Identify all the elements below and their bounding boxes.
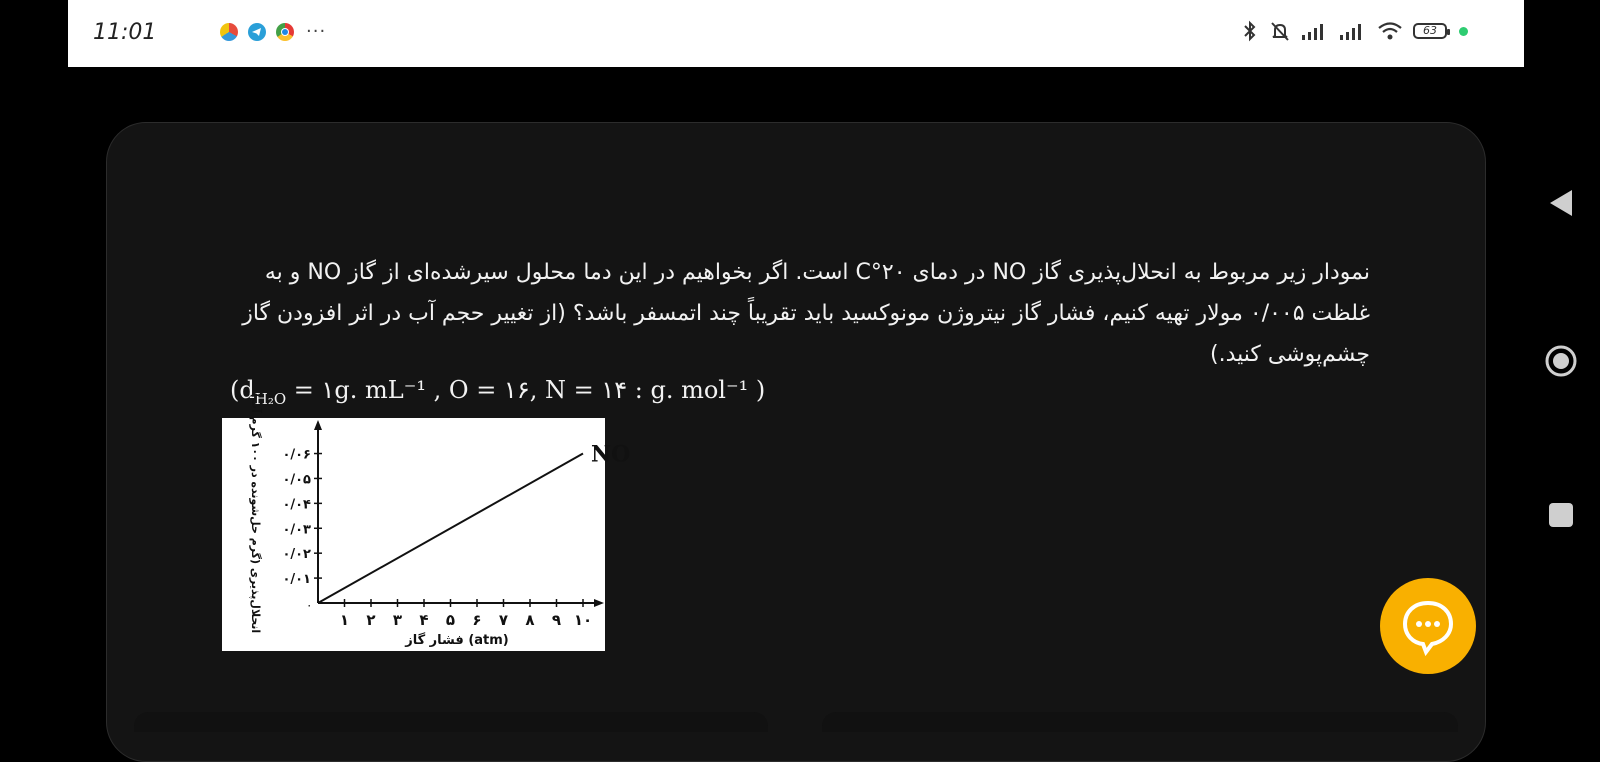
wifi-icon [1377,21,1403,41]
y-tick-label: ۰/۰۶ [282,447,311,463]
x-tick-label: ۱۰ [573,611,593,629]
battery-icon: 63 [1413,23,1447,39]
x-tick-label: ۸ [525,611,535,629]
notification-icons [220,23,326,41]
y-tick-label: ۰/۰۵ [282,472,311,488]
chart-svg [222,392,631,651]
origin-label: ۰ [306,598,313,612]
signal-icon [1301,21,1329,41]
x-tick-label: ۵ [445,611,456,629]
y-tick-label: ۰/۰۱ [282,572,311,588]
clock: 11:01 [93,20,157,45]
bottom-tab-left[interactable] [134,712,768,732]
y-axis-label: انحلال‌پذیری (گرم حل‌شونده در ۱۰۰ گرم آب) [249,392,262,634]
x-axis-arrow [594,599,604,607]
x-tick-label: ۴ [419,611,429,629]
constants-formula: ($d_{H_2O}$ = ۱g. mL⁻¹ , O = ۱۶, N = ۱۴ : g. mol⁻¹ ) [230,376,766,408]
y-tick-label: ۰/۰۴ [282,497,311,513]
x-tick-label: ۹ [551,611,562,629]
more-notifications-icon: ··· [306,21,327,42]
system-icons [1241,20,1468,42]
x-tick-label: ۶ [472,611,482,629]
home-icon[interactable] [1544,344,1578,378]
bell-muted-icon [1269,20,1291,42]
signal-icon-2 [1339,21,1367,41]
y-tick-label: ۰/۰۳ [282,522,311,538]
chat-button[interactable] [1380,578,1476,674]
chrome-icon [276,23,294,41]
bottom-tab-right[interactable] [822,712,1458,732]
privacy-indicator [1459,27,1468,36]
x-tick-label: ۳ [392,611,403,629]
x-tick-label: ۲ [366,611,376,629]
chat-icon [1399,597,1457,655]
y-axis-arrow [314,420,322,430]
back-icon[interactable] [1548,188,1574,218]
status-bar [68,0,1524,67]
solubility-chart [222,392,631,651]
y-tick-label: ۰/۰۲ [282,547,311,563]
legend-no: NO [591,441,631,468]
x-axis-label: فشار گاز (atm) [405,633,509,648]
no-series-line [318,454,583,603]
x-tick-label: ۷ [498,611,509,629]
recents-icon[interactable] [1549,503,1573,527]
app-icon [220,23,238,41]
bluetooth-icon [1241,20,1259,42]
question-text: نمودار زیر مربوط به انحلال‌پذیری گاز NO در دمای ۲۰°C است. اگر بخواهیم در این دما محلول سیرشده‌ای از گاز NO و به غلظت ۰/۰۰۵ مولار تهیه کنیم، فشار گاز نیتروژن مونوکسید باید تقریباً چند اتمسفر باشد؟ (از تغییر حجم آب در اثر افزودن گاز چشم‌پوشی کنید.) [242,260,1370,367]
x-tick-label: ۱ [339,611,350,629]
telegram-icon [248,23,266,41]
